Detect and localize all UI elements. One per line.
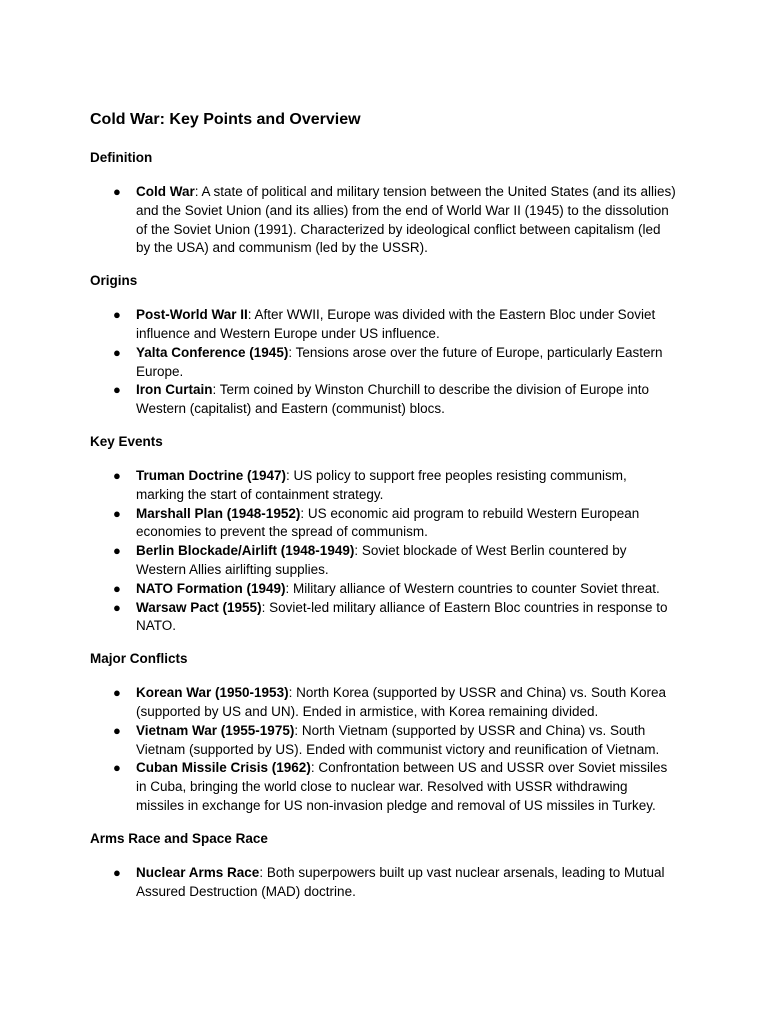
item-term: Korean War (1950-1953) bbox=[136, 685, 289, 701]
bullet-icon: ● bbox=[113, 685, 121, 701]
list-item bbox=[90, 864, 678, 902]
section-major-conflicts bbox=[90, 650, 678, 816]
item-text: : US policy to support free peoples resisting communism, marking the start of containment strategy. bbox=[136, 467, 627, 502]
item-term: NATO Formation (1949) bbox=[136, 580, 286, 596]
item-text: : Confrontation between US and USSR over Soviet missiles in Cuba, bringing the world close to nuclear war. Resolved with USSR withdrawing missiles in exchange for US non-invasion pledge and removal of US missiles in Turkey. bbox=[136, 760, 668, 813]
bullet-icon: ● bbox=[113, 184, 121, 199]
list-item bbox=[90, 542, 678, 580]
bullet-icon: ● bbox=[113, 467, 121, 483]
item-term: Nuclear Arms Race bbox=[136, 864, 260, 880]
item-text: : Both superpowers built up vast nuclear arsenals, leading to Mutual Assured Destruction (MAD) doctrine. bbox=[136, 864, 665, 899]
item-text: : Soviet-led military alliance of Eastern Bloc countries in response to NATO. bbox=[136, 599, 668, 634]
bullet-icon: ● bbox=[113, 505, 121, 521]
bullet-list bbox=[90, 684, 678, 816]
bullet-icon: ● bbox=[113, 344, 121, 360]
section-origins bbox=[90, 272, 678, 419]
bullet-list bbox=[90, 306, 678, 419]
item-text: : Soviet blockade of West Berlin countered by Western Allies airlifting supplies. bbox=[136, 543, 627, 577]
section-heading: Definition bbox=[90, 150, 153, 165]
list-item bbox=[90, 599, 678, 637]
bullet-icon: ● bbox=[113, 722, 121, 738]
item-term: Berlin Blockade/Airlift (1948-1949) bbox=[136, 543, 355, 559]
item-text: : Term coined by Winston Churchill to describe the division of Europe into Western (capitalist) and Eastern (communist) blocs. bbox=[136, 382, 649, 417]
section-heading: Major Conflicts bbox=[90, 651, 188, 667]
list-item bbox=[90, 580, 678, 599]
section-definition bbox=[90, 149, 678, 258]
item-term: Yalta Conference (1945) bbox=[136, 344, 289, 360]
bullet-list bbox=[90, 864, 678, 902]
item-term: Vietnam War (1955-1975) bbox=[136, 722, 295, 738]
item-term: Marshall Plan (1948-1952) bbox=[136, 505, 301, 521]
item-text: : Tensions arose over the future of Europe, particularly Eastern Europe. bbox=[136, 344, 663, 379]
list-item bbox=[90, 684, 678, 722]
item-text: : US economic aid program to rebuild Western European economies to prevent the spread of communism. bbox=[136, 505, 640, 540]
bullet-icon: ● bbox=[113, 543, 121, 559]
item-term: Cold War bbox=[136, 184, 195, 199]
list-item bbox=[90, 722, 678, 760]
list-item bbox=[90, 505, 678, 543]
list-item bbox=[90, 381, 678, 419]
list-item bbox=[90, 759, 678, 815]
item-text: : North Korea (supported by USSR and China) vs. South Korea (supported by US and UN). Ended in armistice, with Korea remaining divided. bbox=[136, 685, 667, 719]
page-title: Cold War: Key Points and Overview bbox=[90, 111, 361, 128]
bullet-icon: ● bbox=[113, 382, 121, 398]
bullet-list bbox=[90, 183, 678, 258]
item-text: : North Vietnam (supported by USSR and China) vs. South Vietnam (supported by US). Ended with communist victory and reunification of Vietnam. bbox=[136, 722, 660, 757]
section-heading: Key Events bbox=[90, 433, 163, 449]
item-term: Post-World War II bbox=[136, 307, 248, 323]
item-term: Warsaw Pact (1955) bbox=[136, 599, 262, 615]
bullet-icon: ● bbox=[113, 599, 121, 615]
bullet-icon: ● bbox=[113, 760, 121, 776]
bullet-icon: ● bbox=[113, 864, 121, 880]
list-item bbox=[90, 344, 678, 382]
bullet-list bbox=[90, 467, 678, 636]
section-heading: Arms Race and Space Race bbox=[90, 830, 268, 846]
bullet-icon: ● bbox=[113, 307, 121, 323]
section-key-events bbox=[90, 433, 678, 636]
list-item bbox=[90, 467, 678, 505]
section-heading: Origins bbox=[90, 273, 138, 289]
item-term: Cuban Missile Crisis (1962) bbox=[136, 760, 311, 776]
item-text: : Military alliance of Western countries to counter Soviet threat. bbox=[285, 580, 660, 596]
list-item bbox=[90, 183, 678, 258]
item-term: Iron Curtain bbox=[136, 382, 213, 398]
item-text: : After WWII, Europe was divided with the Eastern Bloc under Soviet influence and Western Europe under US influence. bbox=[136, 307, 656, 341]
item-term: Truman Doctrine (1947) bbox=[136, 467, 287, 483]
bullet-icon: ● bbox=[113, 580, 121, 596]
item-text: : A state of political and military tension between the United States (and its allies) and the Soviet Union (and its allies) from the end of World War II (1945) to the dissolution of the Soviet Union (1991). Characterized by ideological conflict between capitalism (led by the USA) and communism (led by the USSR). bbox=[136, 184, 676, 256]
section-arms-race bbox=[90, 830, 678, 902]
list-item bbox=[90, 306, 678, 344]
